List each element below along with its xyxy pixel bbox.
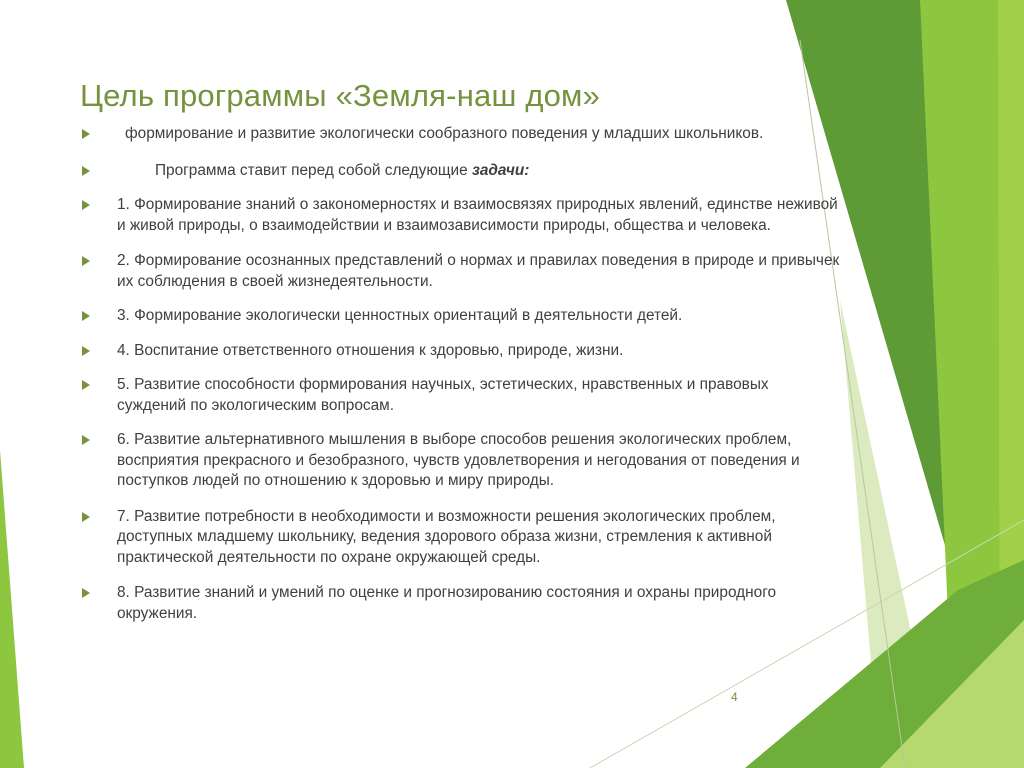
- triangle-bullet-icon: [82, 200, 90, 210]
- triangle-bullet-icon: [82, 588, 90, 598]
- triangle-bullet-icon: [82, 512, 90, 522]
- list-item-text: 1. Формирование знаний о закономерностях и взаимосвязях природных явлений, единстве неживой и живой природы, о взаимодействии и взаимозависимости природы, общества и человека.: [117, 196, 838, 234]
- list-item-text: 4. Воспитание ответственного отношения к здоровью, природе, жизни.: [117, 341, 624, 359]
- list-item-text: 8. Развитие знаний и умений по оценке и прогнозированию состояния и охраны природного окружения.: [117, 584, 777, 622]
- tasks-emphasis: задачи:: [471, 161, 530, 179]
- triangle-bullet-icon: [82, 129, 90, 139]
- triangle-bullet-icon: [82, 435, 90, 445]
- list-item: [80, 375, 840, 416]
- list-item-text: 3. Формирование экологически ценностных ориентаций в деятельности детей.: [117, 307, 683, 324]
- bullet-list: [80, 124, 840, 624]
- list-item: [80, 306, 840, 327]
- list-item-text: 2. Формирование осознанных представлений о нормах и правилах поведения в природе и привычек их соблюдения в своей жизнедеятельности.: [117, 252, 840, 290]
- list-item: [80, 341, 840, 362]
- page-number: 4: [731, 690, 738, 704]
- triangle-bullet-icon: [82, 380, 90, 390]
- triangle-bullet-icon: [82, 311, 90, 321]
- triangle-bullet-icon: [82, 166, 90, 176]
- list-item-text: 6. Развитие альтернативного мышления в выборе способов решения экологических проблем, восприятия прекрасного и безобразного, чувств удовлетворения и негодования от поведения и поступков людей по отношению к здоровью и миру природы.: [117, 431, 800, 489]
- list-item: [80, 583, 840, 624]
- list-item: [80, 161, 840, 182]
- list-item-text: формирование и развитие экологически сообразного поведения у младших школьников.: [125, 125, 764, 142]
- left-green-sliver: [0, 450, 24, 768]
- list-item: [80, 195, 840, 236]
- list-item-text: 5. Развитие способности формирования научных, эстетических, нравственных и правовых суждений по экологическим вопросам.: [117, 376, 769, 414]
- list-item: [80, 251, 840, 292]
- list-item: [80, 430, 840, 492]
- list-item-text: Программа ставит перед собой следующие: [155, 161, 472, 179]
- triangle-bullet-icon: [82, 256, 90, 266]
- list-item: [80, 124, 840, 145]
- list-item: [80, 507, 840, 569]
- list-item-text: 7. Развитие потребности в необходимости и возможности решения экологических проблем, доступных младшему школьнику, ведения здорового образа жизни, стремления к активной практической деятельности по охране окружающей среды.: [117, 507, 776, 566]
- triangle-bullet-icon: [82, 346, 90, 356]
- slide-title: Цель программы «Земля-наш дом»: [80, 78, 601, 113]
